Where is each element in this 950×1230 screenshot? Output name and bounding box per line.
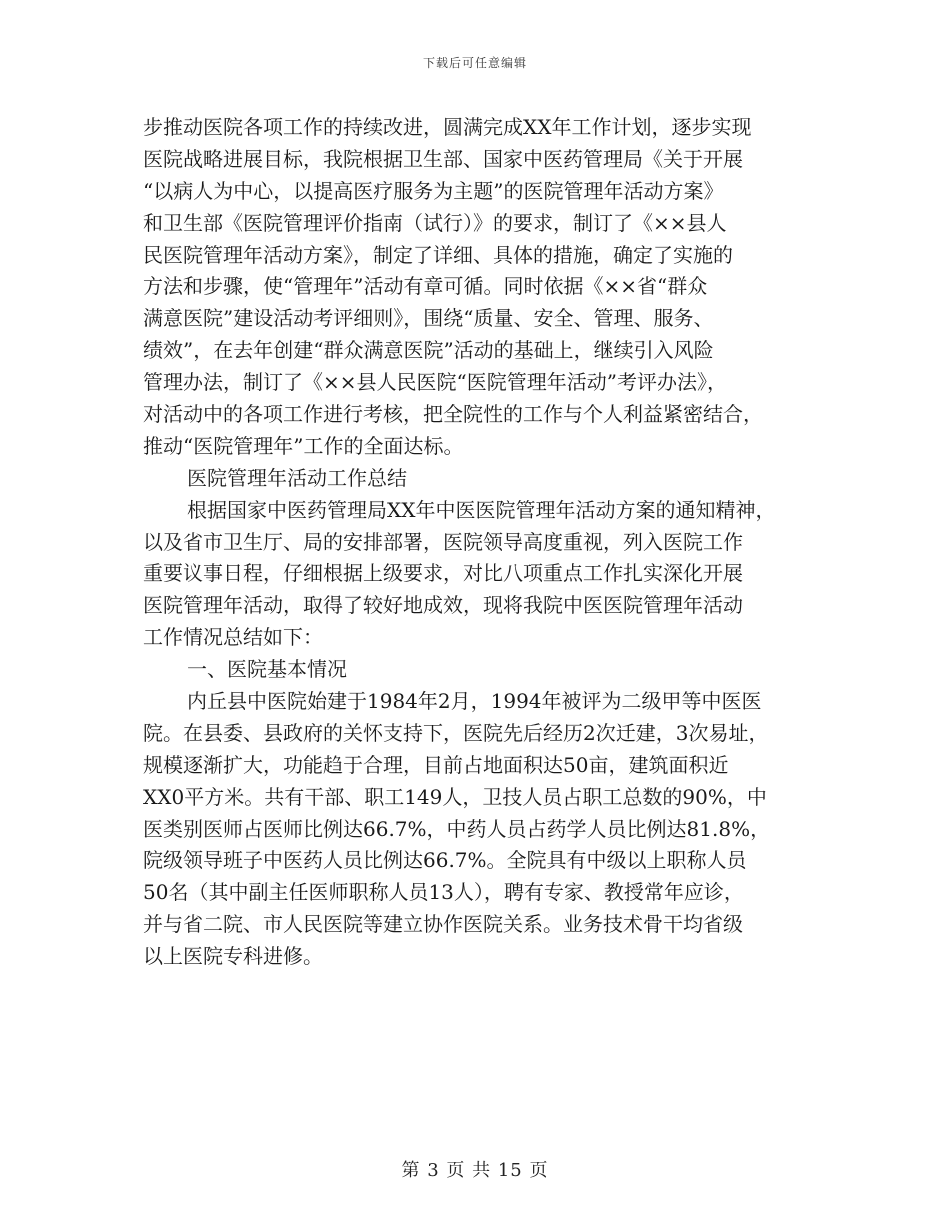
text-line: 并与省二院、市人民医院等建立协作医院关系。业务技术骨干均省级 [143, 912, 743, 937]
text-line: 重要议事日程，仔细根据上级要求，对比八项重点工作扎实深化开展 [143, 561, 743, 586]
text-line: 推动“医院管理年”工作的全面达标。 [143, 433, 464, 458]
text-line: 和卫生部《医院管理评价指南（试行）》的要求，制订了《××县人 [143, 210, 727, 235]
text-line: 步推动医院各项工作的持续改进，圆满完成XX年工作计划，逐步实现 [143, 115, 752, 139]
text-line: 满意医院”建设活动考评细则》，围绕“质量、安全、管理、服务、 [143, 306, 714, 331]
text-line: 院。在县委、县政府的关怀支持下，医院先后经历2次迁建，3次易址， [143, 720, 769, 745]
text-line: 内丘县中医院始建于1984年2月，1994年被评为二级甲等中医医 [187, 689, 762, 714]
text-line: 以及省市卫生厅、局的安排部署，医院领导高度重视，列入医院工作 [143, 529, 743, 554]
text-line: XX0平方米。共有干部、职工149人，卫技人员占职工总数的90%，中 [143, 784, 767, 809]
text-line: 民医院管理年活动方案》，制定了详细、具体的措施，确定了实施的 [143, 242, 733, 267]
text-line: 规模逐渐扩大，功能趋于合理，目前占地面积达50亩，建筑面积近 [143, 752, 729, 777]
text-line: 医院管理年活动，取得了较好地成效，现将我院中医医院管理年活动 [143, 593, 743, 618]
text-line: 对活动中的各项工作进行考核，把全院性的工作与个人利益紧密结合， [143, 402, 763, 427]
text-line: “以病人为中心，以提高医疗服务为主题”的医院管理年活动方案》 [143, 178, 724, 203]
section-heading: 医院管理年活动工作总结 [187, 465, 407, 490]
page-number: 第 3 页 共 15 页 [401, 1160, 549, 1181]
page-header: 下载后可任意编辑 [422, 56, 527, 70]
text-line: 工作情况总结如下： [143, 625, 323, 650]
text-line: 医类别医师占医师比例达66.7%，中药人员占药学人员比例达81.8%， [143, 816, 771, 841]
text-line: 院级领导班子中医药人员比例达66.7%。全院具有中级以上职称人员 [143, 848, 747, 873]
text-line: 绩效”，在去年创建“群众满意医院”活动的基础上，继续引入风险 [143, 338, 714, 363]
text-line: 50名（其中副主任医师职称人员13人），聘有专家、教授常年应诊， [143, 880, 744, 905]
text-line: 根据国家中医药管理局XX年中医医院管理年活动方案的通知精神， [187, 497, 776, 522]
section-heading: 一、医院基本情况 [187, 657, 347, 682]
text-line: 管理办法，制订了《××县人民医院“医院管理年活动”考评办法》， [143, 370, 727, 395]
text-line: 以上医院专科进修。 [143, 944, 323, 969]
document-body [143, 112, 823, 973]
text-line: 方法和步骤，使“管理年”活动有章可循。同时依据《××省“群众 [143, 274, 708, 299]
text-line: 医院战略进展目标，我院根据卫生部、国家中医药管理局《关于开展 [143, 146, 743, 171]
